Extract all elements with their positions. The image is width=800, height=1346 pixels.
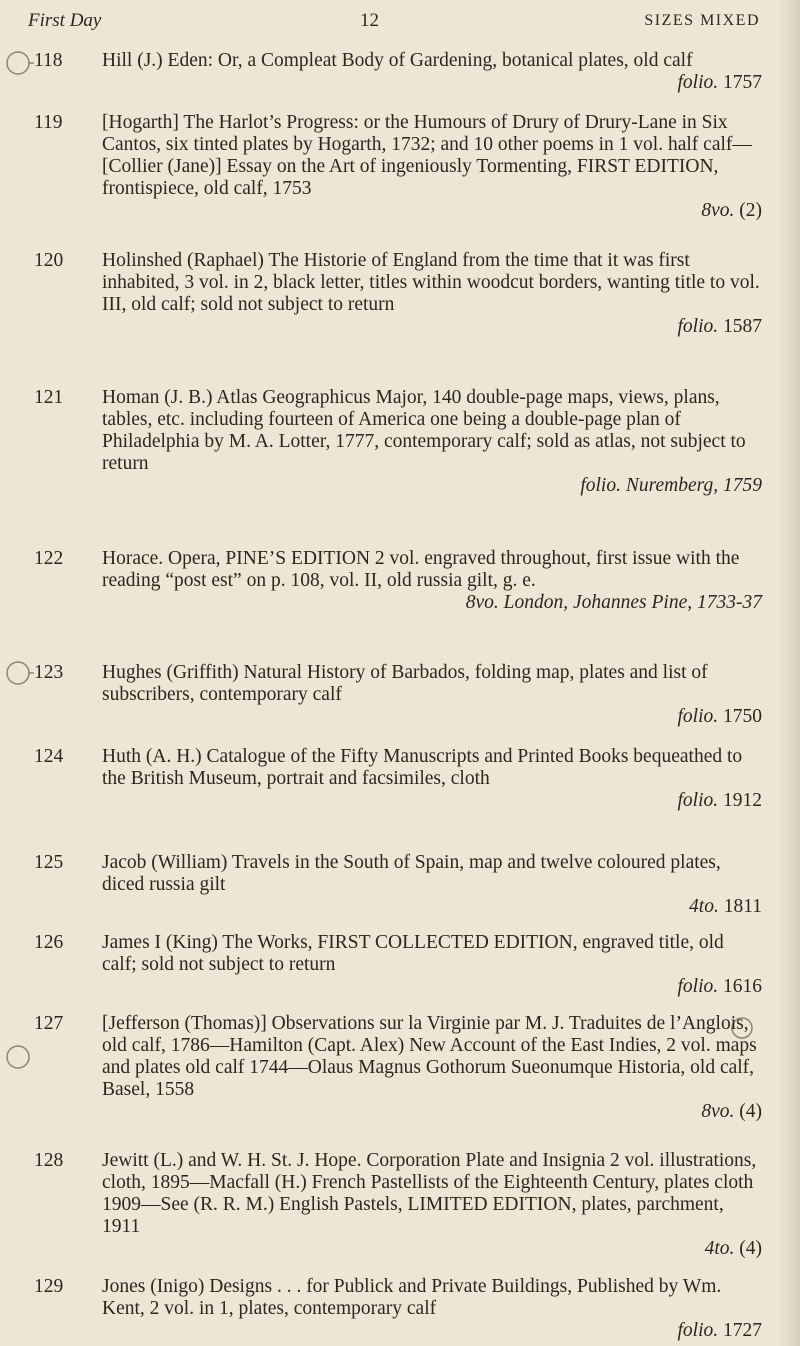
lot-description: Hughes (Griffith) Natural History of Barbados, folding map, plates and list of subscribers, contemporary calf folio. 1750 (102, 662, 762, 727)
header-sizes: SIZES MIXED (644, 12, 760, 29)
lot-description: [Jefferson (Thomas)] Observations sur la Virginie par M. J. Traduites de l’Anglois, old calf, 1786—Hamilton (Capt. Alex) New Account of the East Indies, 2 vol. maps and plates old calf 1744—Olaus Magnus Gothorum Sueonumque Historia, old calf, Basel, 1558 8vo. (4) (102, 1013, 762, 1122)
lot-number: 127 (34, 1013, 64, 1034)
lot-number: 118 (34, 50, 63, 71)
header-section: First Day (28, 10, 102, 31)
lot-number: 119 (34, 112, 63, 133)
lot-number: 120 (34, 250, 64, 271)
lot-number: 126 (34, 932, 64, 953)
lot-description: Jewitt (L.) and W. H. St. J. Hope. Corporation Plate and Insignia 2 vol. illustrations, cloth, 1895—Macfall (H.) French Pastellists of the Eighteenth Century, plates cloth 1909—See (R. R. M.) English Pastels, LIMITED EDITION, plates, parchment, 1911 4to. (4) (102, 1150, 762, 1259)
lot-description: Holinshed (Raphael) The Historie of England from the time that it was first inhabited, 3 vol. in 2, black letter, titles within woodcut borders, wanting title to vol. III, old calf; sold not subject to return folio. 1587 (102, 250, 762, 337)
page-number: 12 (360, 10, 379, 31)
lot-description: Hill (J.) Eden: Or, a Compleat Body of Gardening, botanical plates, old calf folio. 1757 (102, 50, 762, 93)
lot-description: Homan (J. B.) Atlas Geographicus Major, 140 double-page maps, views, plans, tables, etc. including fourteen of America one being a double-page plan of Philadelphia by M. A. Lotter, 1777, contemporary calf; sold as atlas, not subject to return folio. Nuremberg, 1759 (102, 387, 762, 496)
lot-description: Jacob (William) Travels in the South of Spain, map and twelve coloured plates, diced russia gilt 4to. 1811 (102, 852, 762, 917)
lot-number: 125 (34, 852, 64, 873)
lot-description: [Hogarth] The Harlot’s Progress: or the Humours of Drury of Drury-Lane in Six Cantos, six tinted plates by Hogarth, 1732; and 10 other poems in 1 vol. half calf—[Collier (Jane)] Essay on the Art of ingeniously Tormenting, FIRST EDITION, frontispiece, old calf, 1753 8vo. (2) (102, 112, 762, 221)
page-header (28, 6, 760, 38)
handwritten-circle-mark (4, 48, 34, 78)
handwritten-circle-mark (4, 1042, 34, 1072)
lot-number: 124 (34, 746, 64, 767)
lot-description: Jones (Inigo) Designs . . . for Publick and Private Buildings, Published by Wm. Kent, 2 vol. in 1, plates, contemporary calf folio. 1727 (102, 1276, 762, 1341)
lot-description: James I (King) The Works, FIRST COLLECTED EDITION, engraved title, old calf; sold not subject to return folio. 1616 (102, 932, 762, 997)
lot-number: 129 (34, 1276, 64, 1297)
lot-description: Horace. Opera, PINE’S EDITION 2 vol. engraved throughout, first issue with the reading “post est” on p. 108, vol. II, old russia gilt, g. e. 8vo. London, Johannes Pine, 1733-37 (102, 548, 762, 613)
lot-description: Huth (A. H.) Catalogue of the Fifty Manuscripts and Printed Books bequeathed to the British Museum, portrait and facsimiles, cloth folio. 1912 (102, 746, 762, 811)
lot-number: 122 (34, 548, 64, 569)
lot-number: 123 (34, 662, 64, 683)
lot-number: 128 (34, 1150, 64, 1171)
lot-number: 121 (34, 387, 64, 408)
page-edge-shadow (778, 0, 800, 1346)
handwritten-circle-mark (4, 658, 34, 688)
